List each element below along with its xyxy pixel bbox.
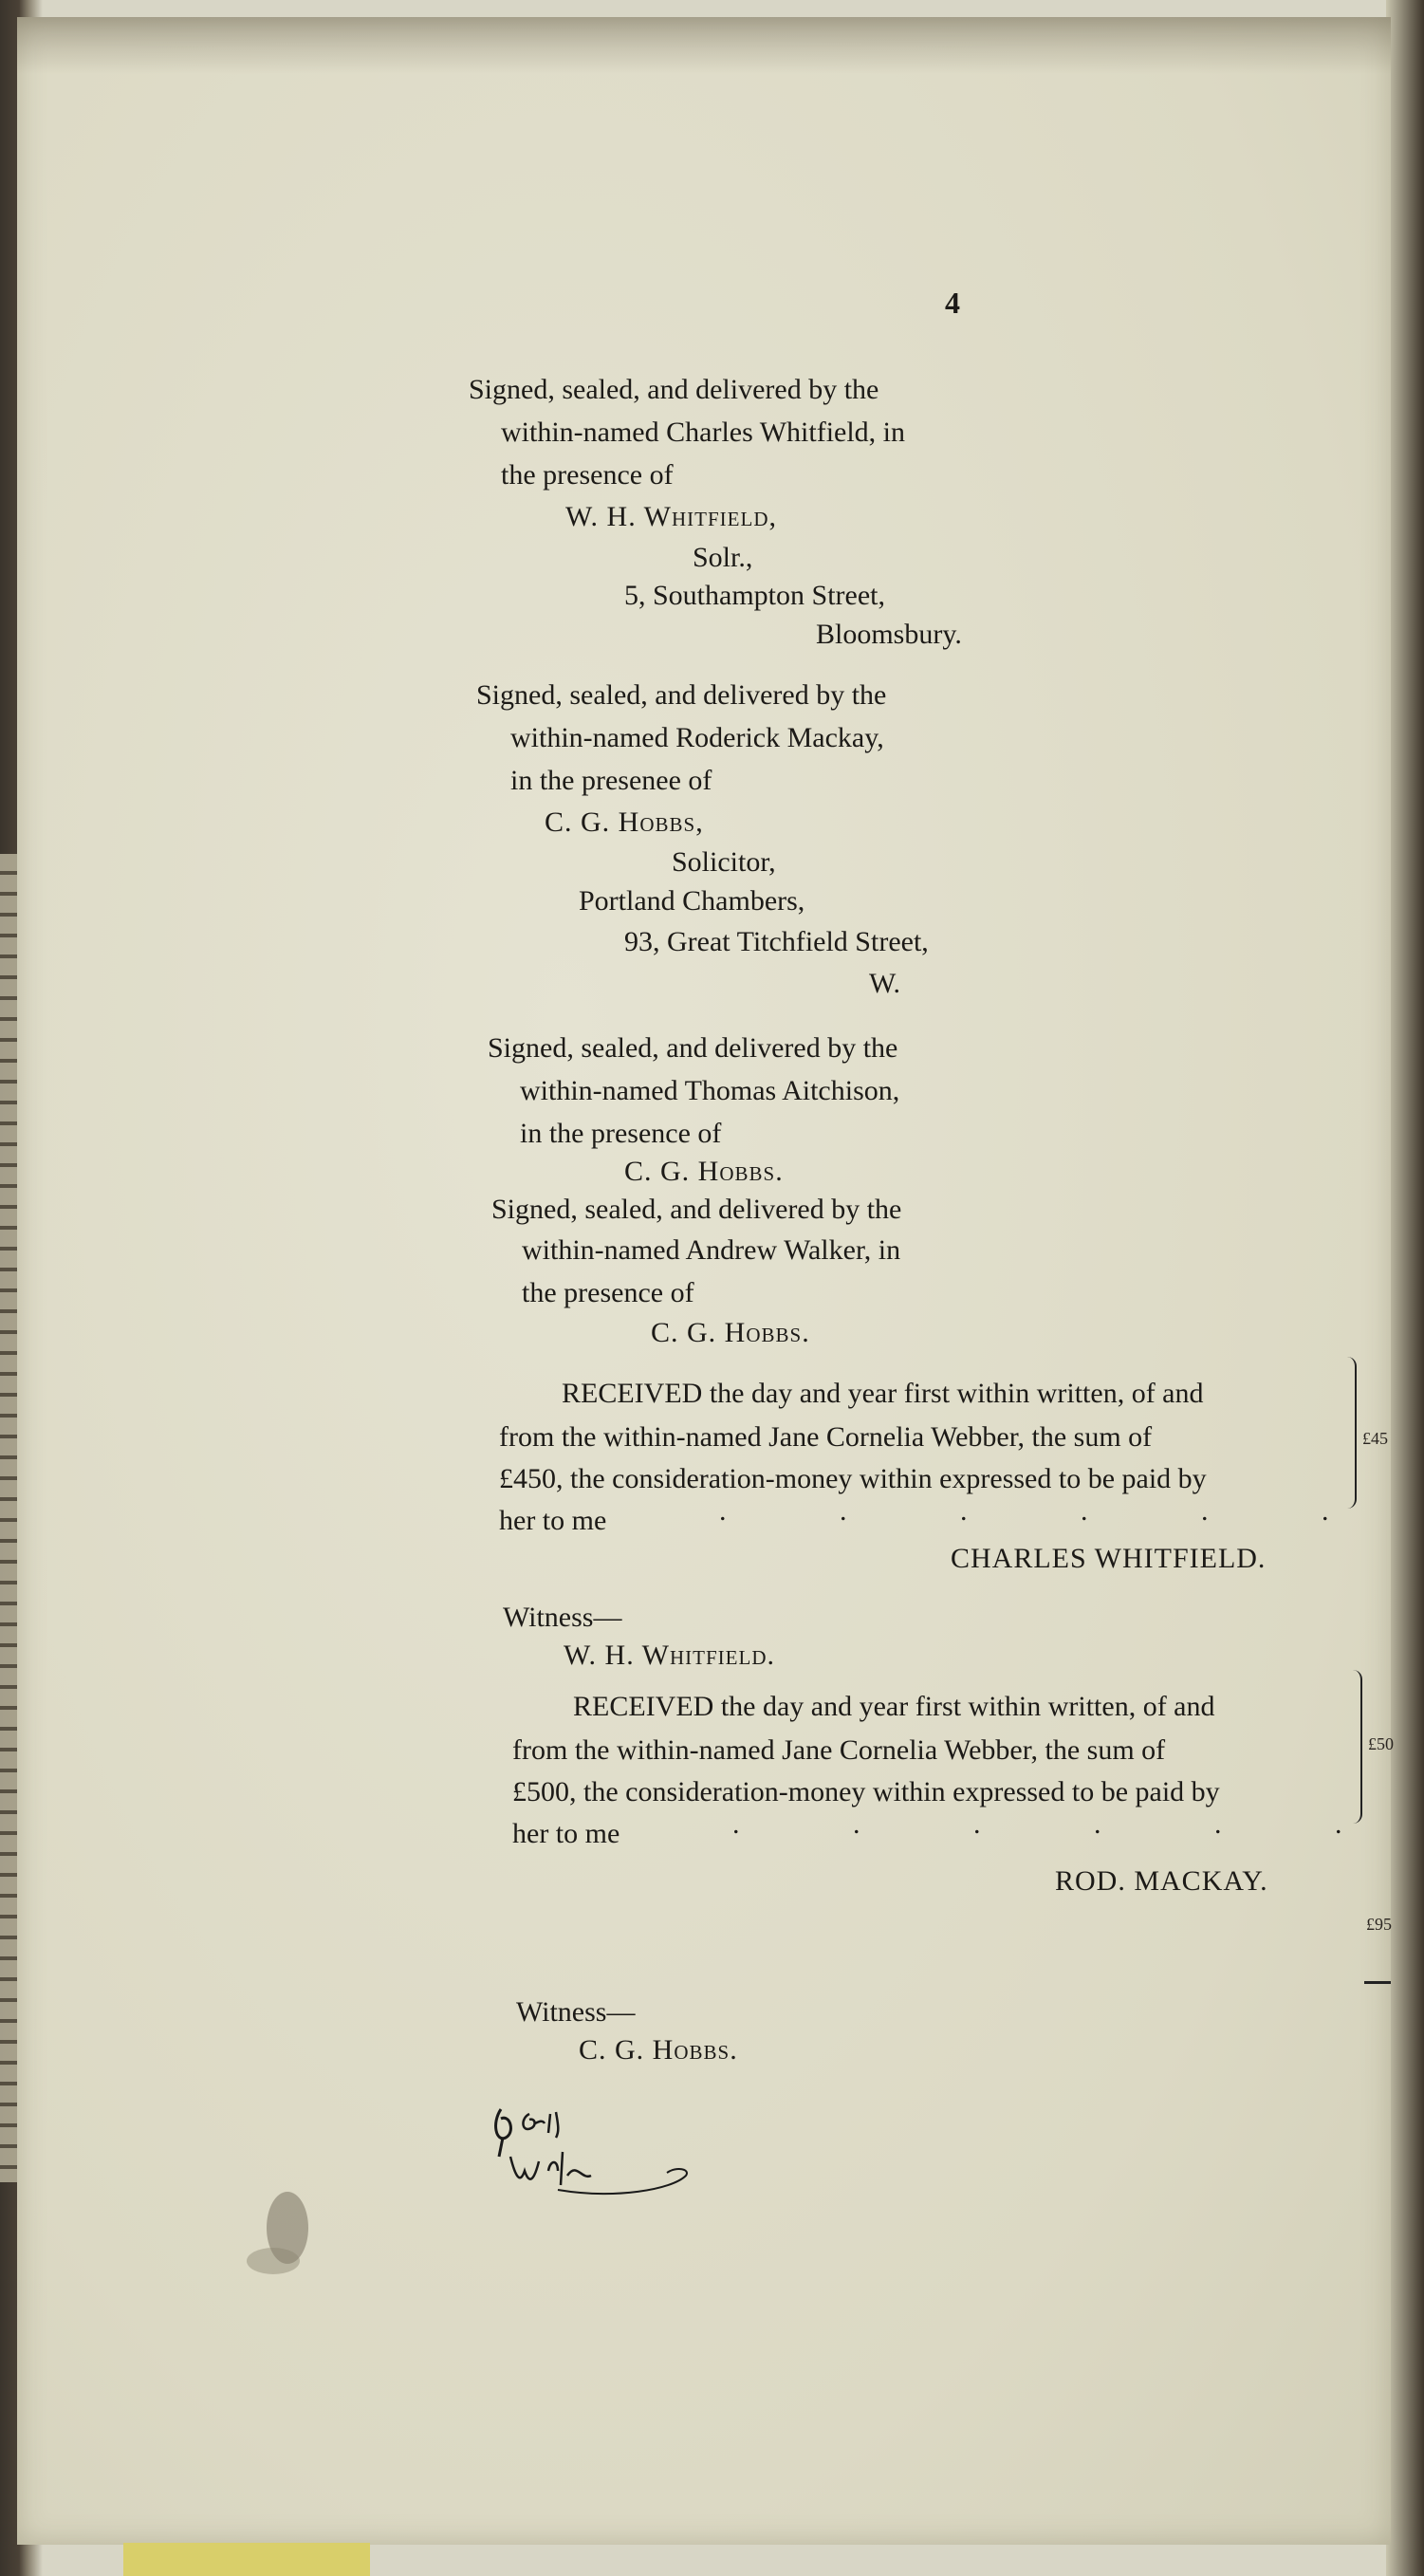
attestation-line: in the presence of bbox=[520, 1118, 722, 1149]
receipt-line: £500, the consideration-money within expressed to be paid by bbox=[512, 1776, 1220, 1807]
margin-amount: £50 bbox=[1368, 1734, 1394, 1753]
witness-name: C. G. Hobbs. bbox=[651, 1317, 810, 1348]
attestation-line: the presence of bbox=[501, 459, 674, 491]
witness-line: Solr., bbox=[693, 542, 753, 573]
margin-rule bbox=[1364, 1943, 1391, 1984]
witness-label: Witness— bbox=[503, 1602, 622, 1633]
attestation-line: the presence of bbox=[522, 1277, 694, 1308]
witness-line: Solicitor, bbox=[672, 846, 776, 878]
witness-name: C. G. Hobbs. bbox=[624, 1156, 784, 1187]
signatory-name: CHARLES WHITFIELD. bbox=[951, 1543, 1267, 1574]
receipt-line: RECEIVED the day and year first within written, of and bbox=[573, 1691, 1215, 1722]
signatory-name: ROD. MACKAY. bbox=[1055, 1865, 1268, 1897]
witness-line: 93, Great Titchfield Street, bbox=[624, 926, 929, 957]
page-top-shadow bbox=[17, 17, 1391, 74]
document-page bbox=[17, 17, 1396, 2545]
page-number: 4 bbox=[945, 286, 960, 320]
attestation-line: Signed, sealed, and delivered by the bbox=[488, 1032, 898, 1064]
right-page-edge bbox=[1386, 0, 1424, 2576]
yellow-tab bbox=[123, 2543, 370, 2576]
attestation-line: within-named Charles Whitfield, in bbox=[501, 417, 906, 448]
attestation-line: Signed, sealed, and delivered by the bbox=[469, 374, 879, 405]
witness-line: 5, Southampton Street, bbox=[624, 580, 885, 611]
receipt-line: from the within-named Jane Cornelia Webber, the sum of bbox=[512, 1734, 1166, 1766]
witness-line: Portland Chambers, bbox=[579, 885, 805, 917]
receipt-line: £450, the consideration-money within expressed to be paid by bbox=[499, 1463, 1207, 1494]
receipt-dots: . . . . . . bbox=[719, 1495, 1382, 1527]
witness-name: C. G. Hobbs. bbox=[579, 2034, 738, 2066]
attestation-line: in the presenee of bbox=[510, 765, 712, 796]
attestation-line: Signed, sealed, and delivered by the bbox=[491, 1194, 902, 1225]
witness-line: W. bbox=[869, 968, 901, 999]
ink-smudge bbox=[231, 2176, 335, 2289]
receipt-line: RECEIVED the day and year first within written, of and bbox=[562, 1378, 1204, 1409]
receipt-line: from the within-named Jane Cornelia Webber, the sum of bbox=[499, 1421, 1153, 1453]
handwritten-initials bbox=[482, 2085, 710, 2228]
receipt-dots: . . . . . . bbox=[732, 1808, 1396, 1840]
margin-amount: £45 bbox=[1362, 1429, 1388, 1448]
margin-amount-total: £95 bbox=[1366, 1915, 1392, 1934]
witness-name: W. H. Whitfield. bbox=[564, 1640, 775, 1671]
witness-name: C. G. Hobbs, bbox=[545, 806, 704, 838]
receipt-brace bbox=[1347, 1357, 1357, 1509]
attestation-line: Signed, sealed, and delivered by the bbox=[476, 679, 887, 711]
attestation-line: within-named Thomas Aitchison, bbox=[520, 1075, 900, 1106]
witness-line: Bloomsbury. bbox=[816, 619, 962, 650]
receipt-brace bbox=[1353, 1670, 1362, 1824]
attestation-line: within-named Andrew Walker, in bbox=[522, 1234, 901, 1266]
receipt-line: her to me bbox=[499, 1505, 607, 1536]
attestation-line: within-named Roderick Mackay, bbox=[510, 722, 884, 753]
witness-name: W. H. Whitfield, bbox=[565, 501, 777, 532]
witness-label: Witness— bbox=[516, 1996, 636, 2028]
receipt-line: her to me bbox=[512, 1818, 620, 1849]
